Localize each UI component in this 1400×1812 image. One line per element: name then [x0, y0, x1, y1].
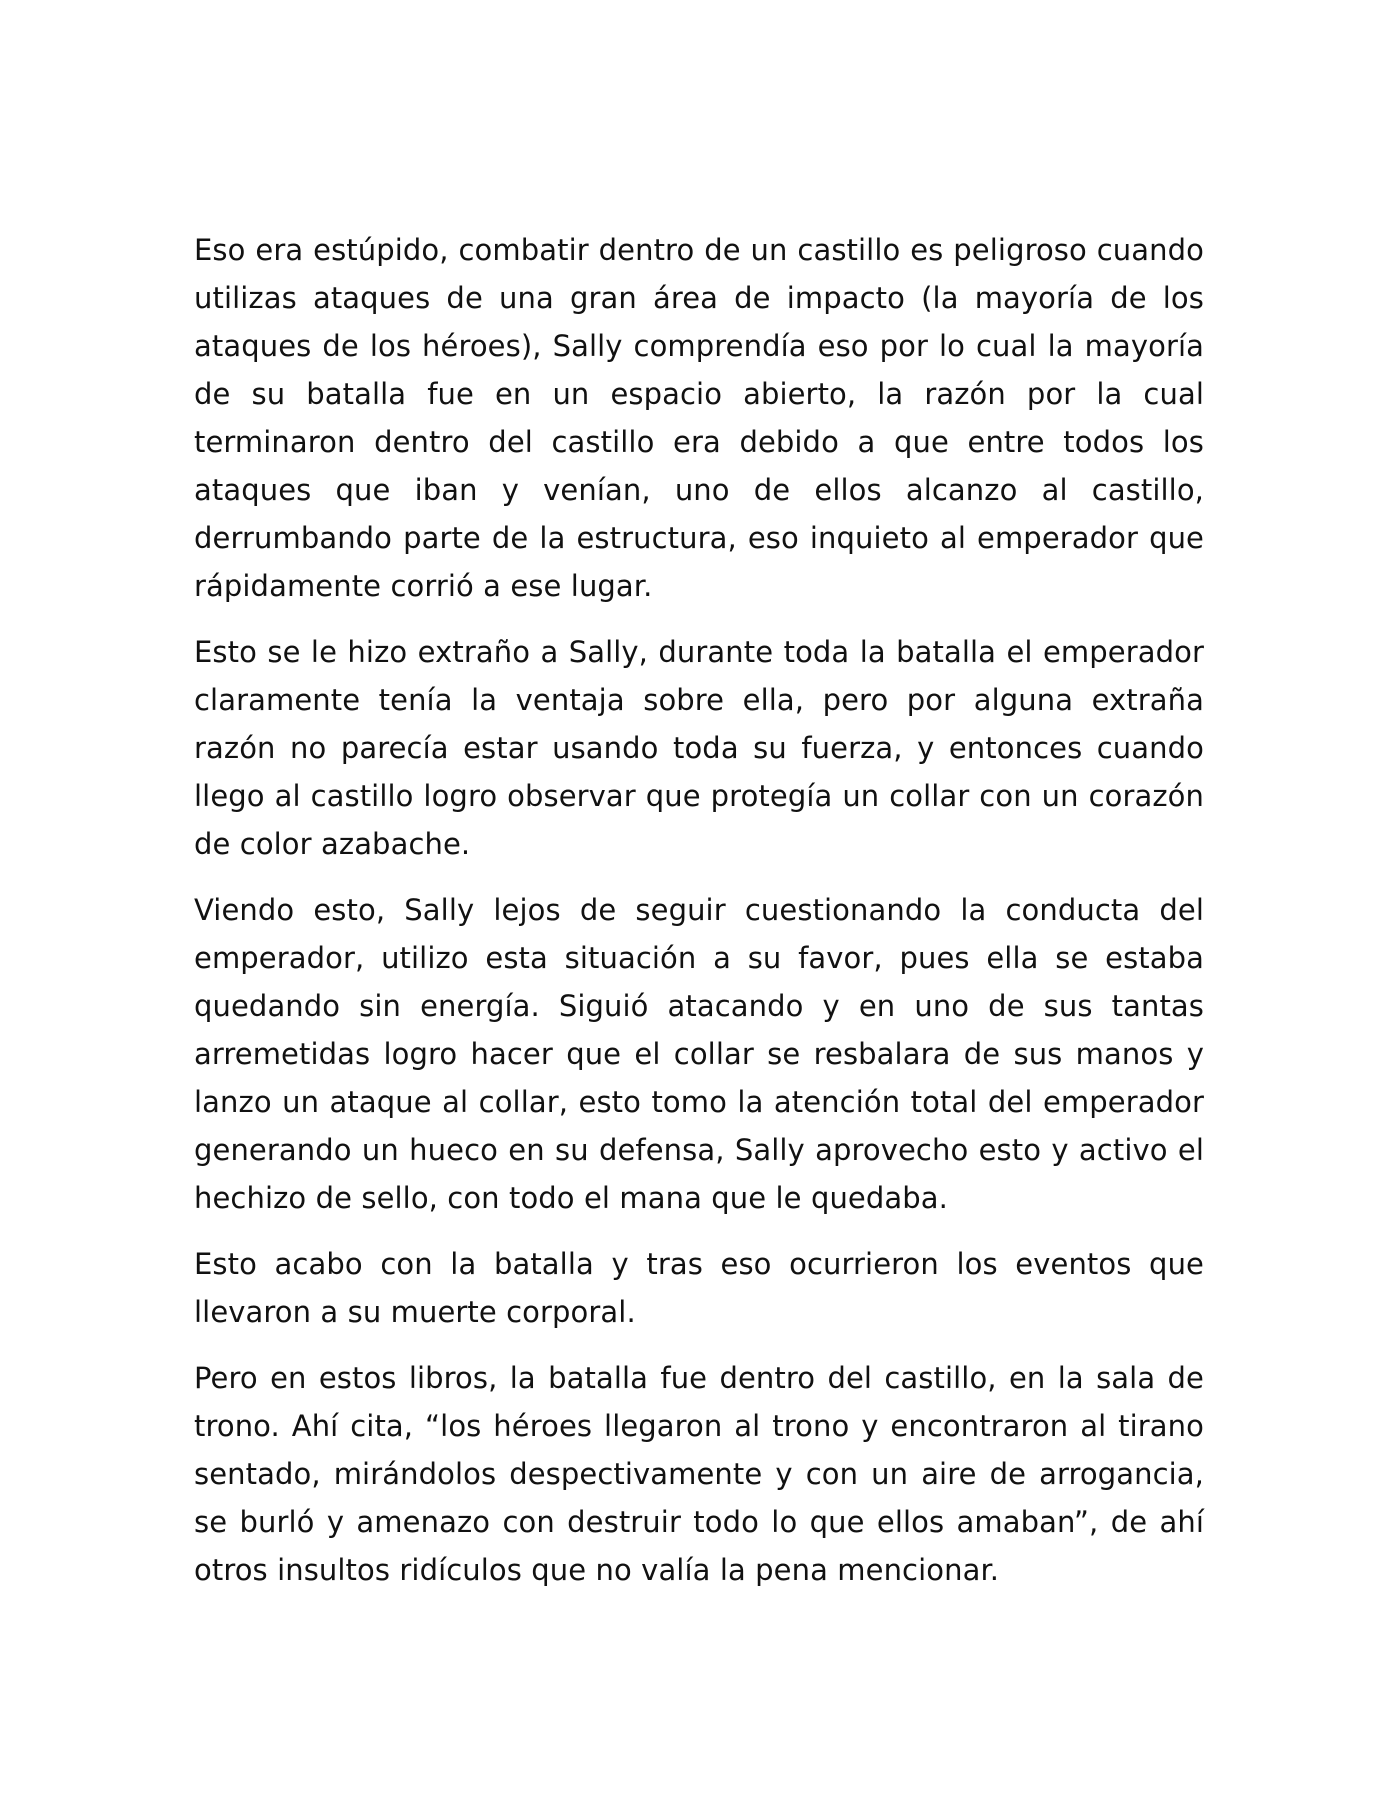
paragraph-4: Esto acabo con la batalla y tras eso ocurrieron los eventos que llevaron a su muerte corporal.	[194, 1247, 1204, 1329]
paragraph-1: Eso era estúpido, combatir dentro de un castillo es peligroso cuando utilizas ataques de una gran área de impacto (la mayoría de los ataques de los héroes), Sally comprendía eso por lo cual la mayoría de su batalla fue en un espacio abierto, la razón por la cual terminaron dentro del castillo era debido a que entre todos los ataques que iban y venían, uno de ellos alcanzo al castillo, derrumbando parte de la estructura, eso inquieto al emperador que rápidamente corrió a ese lugar.	[194, 233, 1204, 603]
body-text	[194, 226, 1204, 1612]
paragraph-3: Viendo esto, Sally lejos de seguir cuestionando la conducta del emperador, utilizo esta situación a su favor, pues ella se estaba quedando sin energía. Siguió atacando y en uno de sus tantas arremetidas logro hacer que el collar se resbalara de sus manos y lanzo un ataque al collar, esto tomo la atención total del emperador generando un hueco en su defensa, Sally aprovecho esto y activo el hechizo de sello, con todo el mana que le quedaba.	[194, 893, 1204, 1215]
paragraph-5: Pero en estos libros, la batalla fue dentro del castillo, en la sala de trono. Ahí cita, “los héroes llegaron al trono y encontraron al tirano sentado, mirándolos despectivamente y con un aire de arrogancia, se burló y amenazo con destruir todo lo que ellos amaban”, de ahí otros insultos ridículos que no valía la pena mencionar.	[194, 1361, 1204, 1587]
paragraph-2: Esto se le hizo extraño a Sally, durante toda la batalla el emperador claramente tenía la ventaja sobre ella, pero por alguna extraña razón no parecía estar usando toda su fuerza, y entonces cuando llego al castillo logro observar que protegía un collar con un corazón de color azabache.	[194, 635, 1204, 861]
